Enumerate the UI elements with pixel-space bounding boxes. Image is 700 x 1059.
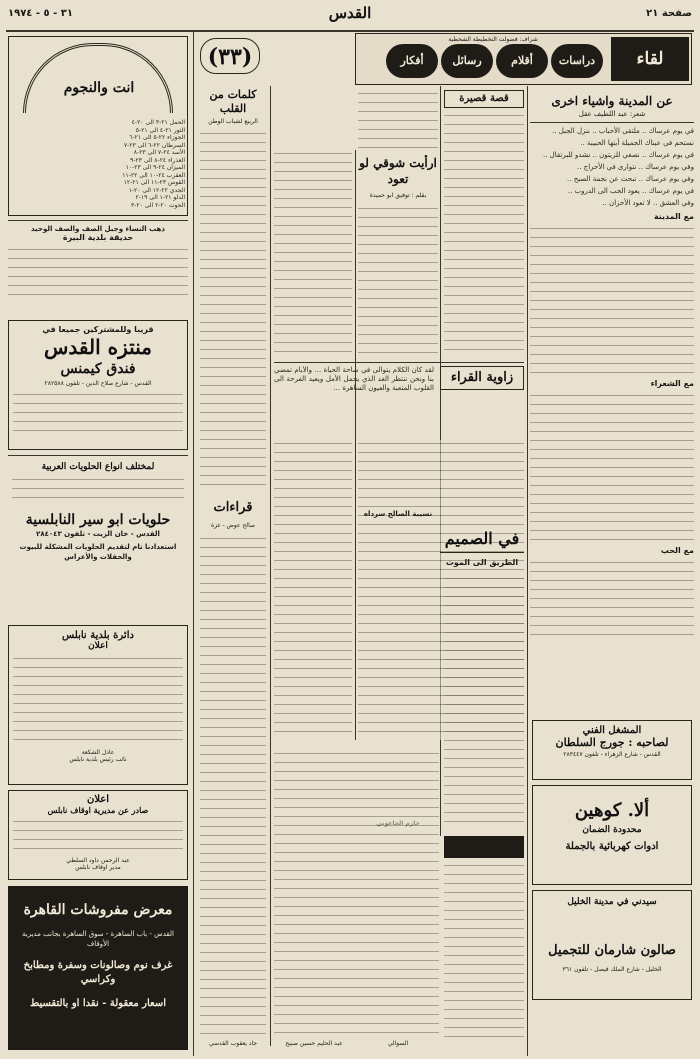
ad-name: حلويات ابو سير النابلسية — [25, 512, 171, 528]
ad-workshop — [532, 720, 692, 780]
banner-bubble: أفكار — [386, 44, 438, 78]
article-author: بقلم : توفيق ابو حميدة — [369, 192, 427, 199]
masthead — [0, 0, 700, 30]
sign-entry: الحوت ٢٠-٢ الى ٢٠-٣ — [130, 201, 185, 209]
ad-title: ألا. كوهين — [574, 800, 650, 821]
sign-entry: القوس ٢٣-١١ الى ٢١-١٢ — [123, 179, 185, 186]
column-rule — [193, 30, 194, 1056]
poem-line: في يوم عرساك .. ملتقى الأحباب .. ننزل الجبل .. — [552, 127, 694, 135]
story-box-title: قصة قصيرة — [459, 93, 509, 104]
poem-section-heading: مع الشعراء — [650, 379, 694, 388]
poem-author: شعر: عبد اللطيف عقل — [578, 110, 646, 118]
bottom-text-block — [274, 750, 439, 1040]
ad-sign: عبد الرحمن داود السلطي — [66, 857, 130, 864]
section-banner — [355, 33, 692, 85]
ad-sweets — [8, 455, 188, 620]
issue-number: (٣٣) — [200, 38, 260, 74]
bottom-name: عبد الحليم حسين صبيح — [285, 1040, 343, 1047]
notice-text-block — [8, 246, 188, 301]
section-rule — [274, 362, 524, 363]
feature-lead: لقد كان الكلام يتوالى في ساحة الحياة ... والأيام تمضي بنا ونحن ننتظر الغد الذي يحمل الأمل ويعيد الفرحة الى القلوب المتعبة والعيون الساهرة ... — [274, 366, 434, 392]
ad-name: منتزه القدس — [44, 335, 152, 359]
column-rule — [355, 150, 356, 740]
diary-text-block — [444, 575, 524, 830]
poem-line: في يوم عرساك .. يعود الحب الى الدروب .. — [567, 187, 694, 195]
ad-title: دائرة بلدية نابلس — [62, 630, 134, 641]
ad-address: القدس - شارع صلاح الدين - تلفون ٢٨٢٥٨٨ — [44, 380, 152, 387]
banner-subtitle: شراف: فضولت التخطيطة الشحطية — [448, 36, 538, 43]
article-text-block — [358, 205, 438, 355]
bottom-name: السوالي — [387, 1040, 409, 1047]
ad-line: القدس - شارع الزهراء - تلفون ٢٨٣٤٤٧ — [563, 751, 661, 758]
banner-bubble: أقلام — [496, 44, 548, 78]
ad-title: سيدني في مدينة الخليل — [567, 897, 657, 907]
article-subtitle: الربيع لشباب الوطن — [208, 118, 258, 125]
banner-bubble: دراسات — [551, 44, 603, 78]
readings-title: قراءات — [213, 500, 253, 515]
ad-text-block — [12, 476, 184, 506]
story-text-block — [444, 112, 524, 352]
readings-text-block — [200, 535, 266, 1035]
poem-line: نستحم في عيناك الجميلة أيتها الحبيبة .. — [580, 139, 694, 147]
diary-title: في الصميم — [440, 525, 524, 553]
ad-line: لصاحبه : جورج السلطان — [555, 736, 669, 749]
ad-cohen — [532, 785, 692, 885]
diary-byline: نسيبة الصالح سرداه — [363, 510, 433, 518]
banner-section-title: لقاء — [611, 37, 689, 81]
ad-line: غرف نوم وصالونات وسفرة ومطابخ وكراسي — [23, 960, 173, 985]
sign-entry: الحمل ٢١-٣ الى ٢٠-٤ — [131, 119, 185, 126]
ad-top-line: لمختلف انواع الحلويات العربية — [41, 462, 155, 472]
poem-section-heading: مع الحب — [660, 546, 694, 555]
ad-sub: صادر عن مديرية اوقاف نابلس — [47, 805, 149, 815]
sign-entry: الجوزاء ٢٢-٥ الى ٢١-٦ — [129, 134, 185, 141]
article-text-block — [200, 130, 266, 490]
ad-sub: فندق كيمنس — [60, 361, 136, 377]
poem-section-heading: مع المدينة — [653, 212, 694, 221]
poem-body — [530, 127, 694, 208]
ad-text-block — [13, 818, 183, 854]
feature-text-block — [274, 440, 352, 740]
ad-line: صالون شارمان للتجميل — [548, 943, 676, 958]
ad-text-block — [13, 655, 183, 745]
ad-address: القدس - خان الزيت - تلفون ٢٨٤٠٤٣ — [36, 530, 160, 538]
sign-entry: الثور ٢١-٤ الى ٢١-٥ — [135, 126, 185, 134]
notice-subtitle: ذهب النساء وجبل الصف والصف الوحيد — [31, 225, 165, 233]
astrology-box — [8, 36, 188, 216]
ad-hotel — [8, 320, 188, 450]
ad-line: الخليل - شارع الملك فيصل - تلفون ٣٦١ — [562, 966, 662, 973]
ad-top-line: قريبا وللمشتركين جميعا في — [42, 325, 154, 334]
poem-line: وفي يوم عرساك .. تبحث عن نجمة الصبح .. — [567, 175, 694, 183]
page-label: صفحة ٢١ — [646, 8, 692, 19]
sign-entry: السرطان ٢٢-٦ الى ٢٣-٧ — [123, 141, 185, 149]
ad-line: ادوات كهربائية بالجملة — [565, 841, 659, 852]
ad-line: القدس - باب الساهرة - سوق الساهرة بجانب مديرية الأوقاف — [22, 930, 174, 948]
newspaper-name: القدس — [328, 4, 372, 22]
poem-text-block — [530, 225, 694, 375]
ad-awqaf — [8, 790, 188, 880]
notice-subtitle: حديقة بلدية البيرة — [62, 233, 134, 242]
ad-line: اسعار معقولة - نقدا او بالتقسيط — [29, 998, 167, 1009]
ad-municipality — [8, 625, 188, 785]
ad-line: محدودة الضمان — [582, 825, 642, 835]
dark-strip — [444, 836, 524, 858]
masthead-rule — [6, 30, 694, 32]
astrology-title: انت والنجوم — [63, 80, 135, 96]
ad-sub: اعلان — [88, 641, 108, 651]
ad-title: اعلان — [86, 794, 110, 805]
issue-date: ٣١ - ٥ - ١٩٧٤ — [8, 8, 73, 19]
ad-sign: عادل الشكعة — [81, 749, 115, 756]
poem-text-block — [530, 392, 694, 542]
municipal-notice — [8, 220, 188, 315]
ad-note: استعدادنا تام لتقديم الحلويات المشكلة للبيوت والحفلات والأعراس — [19, 543, 177, 561]
poem-rule — [530, 122, 694, 123]
feature-heading — [440, 366, 524, 390]
poem-article — [530, 88, 694, 716]
bottom-text-block — [444, 862, 524, 1042]
ad-text-block — [13, 391, 183, 431]
sign-entry: الأسد ٢٤-٧ الى ٢٣-٨ — [133, 149, 185, 156]
poem-line: وفي يوم عرساك .. نتوارى في الأحراج .. — [577, 163, 694, 171]
ad-sign: نائب رئيس بلدية نابلس — [69, 756, 127, 763]
article-title-left: كلمات من القلب — [209, 88, 257, 115]
readings-sub: صالح عوض - غزة — [210, 522, 256, 529]
article-title-right: ارأيت شوقي لو تعود — [359, 156, 437, 186]
ad-furniture — [8, 886, 188, 1050]
article-text-block — [274, 150, 352, 360]
sign-entry: العقرب ٢٤-١٠ الى ٢٢-١١ — [122, 171, 185, 179]
column-rule — [270, 86, 271, 1046]
poem-line: في يوم عرساك .. نصغي للزيتون .. نشدو للبرتقال .. — [542, 151, 694, 159]
sign-entry: الدلو ٢١-١ الى ١٩-٢ — [135, 194, 185, 201]
story-text-block — [358, 90, 438, 150]
poem-text-block — [530, 559, 694, 639]
story-box-heading — [444, 90, 524, 108]
poem-title: عن المدينة واشياء اخرى — [551, 94, 673, 108]
bottom-name: جاد يعقوب القدسي — [208, 1040, 258, 1047]
ad-title: المشغل الفني — [582, 725, 642, 736]
diary-subtitle: الطريق الى الموت — [445, 558, 519, 567]
signs-list — [13, 119, 185, 213]
column-rule — [527, 86, 528, 1056]
ad-sign: مدير اوقاف نابلس — [75, 864, 121, 871]
sign-entry: الميزان ٢٤-٩ الى ٢٣-١٠ — [125, 164, 185, 171]
sign-entry: العذراء ٢٤-٨ الى ٢٣-٩ — [130, 156, 185, 164]
feature-title: زاوية القراء — [450, 370, 514, 385]
banner-bubble: رسائل — [441, 44, 493, 78]
sign-entry: الجدي ٢٢-١٢ الى ٢٠-١ — [128, 186, 185, 194]
ad-title: معرض مفروشات القاهرة — [23, 902, 173, 918]
ad-salon — [532, 890, 692, 1000]
poem-line: وفي العشق .. لا تعود الأحزان .. — [602, 199, 694, 207]
